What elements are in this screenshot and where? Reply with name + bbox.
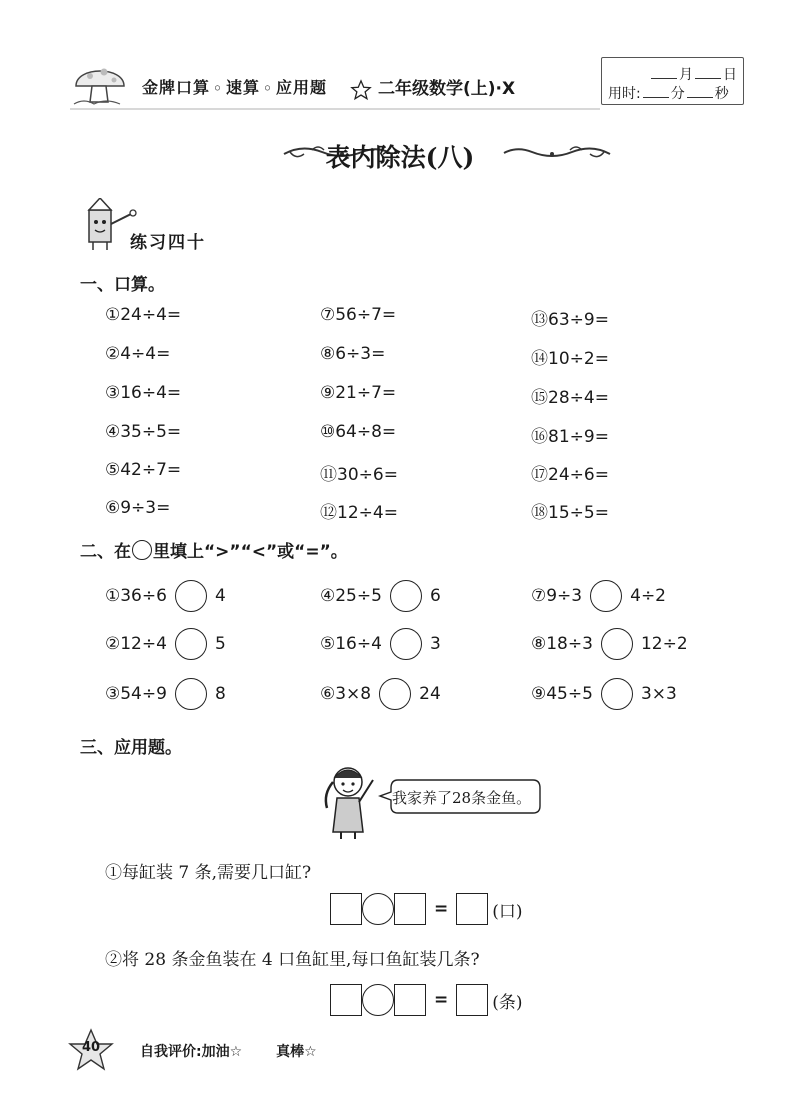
result-box[interactable] xyxy=(456,893,488,925)
oral-calc-item: ②4÷4= xyxy=(105,344,171,364)
compare-left: ⑥3×8 xyxy=(320,684,372,704)
compare-answer-circle[interactable] xyxy=(175,580,207,612)
oral-calc-item: ⑭10÷2= xyxy=(531,349,609,369)
compare-left: ⑧18÷3 xyxy=(531,634,593,654)
compare-right: 12÷2 xyxy=(640,634,688,654)
compare-right: 4 xyxy=(214,586,226,606)
compare-left: ⑨45÷5 xyxy=(531,684,593,704)
date-time-box xyxy=(601,57,744,105)
compare-answer-circle[interactable] xyxy=(601,678,633,710)
compare-right: 5 xyxy=(214,634,226,654)
compare-right: 3×3 xyxy=(640,684,677,704)
date-row xyxy=(649,64,737,84)
compare-item xyxy=(531,678,677,710)
series-title: 金牌口算 ◦ 速算 ◦ 应用题 xyxy=(142,78,327,97)
oral-calc-item: ⑪30÷6= xyxy=(320,465,398,485)
compare-answer-circle[interactable] xyxy=(601,628,633,660)
oral-calc-item: ⑦56÷7= xyxy=(320,305,397,325)
oral-calc-item: ①24÷4= xyxy=(105,305,182,325)
compare-left: ⑦9÷3 xyxy=(531,586,583,606)
compare-answer-circle[interactable] xyxy=(390,628,422,660)
compare-item xyxy=(320,580,441,612)
oral-calc-item: ⑫12÷4= xyxy=(320,503,398,523)
answer-box[interactable] xyxy=(394,984,426,1016)
right-ornament-icon xyxy=(492,140,612,166)
compare-answer-circle[interactable] xyxy=(590,580,622,612)
section3-heading: 三、应用题。 xyxy=(80,738,182,758)
compare-item xyxy=(105,678,226,710)
time-label: 用时: xyxy=(608,86,641,102)
header-divider xyxy=(70,108,600,110)
compare-left: ④25÷5 xyxy=(320,586,382,606)
compare-right: 3 xyxy=(429,634,441,654)
day-label: 日 xyxy=(723,67,737,83)
compare-item xyxy=(105,628,226,660)
compare-left: ③54÷9 xyxy=(105,684,167,704)
section2-heading-end: 里填上“>”“<”或“=”。 xyxy=(153,542,348,562)
speech-text: 我家养了28条金鱼。 xyxy=(392,789,532,807)
star-icon xyxy=(350,79,372,101)
equation-row-1 xyxy=(330,893,523,925)
oral-calc-item: ⑱15÷5= xyxy=(531,503,609,523)
oral-calc-item: ⑩64÷8= xyxy=(320,422,397,442)
unit-label: (条) xyxy=(492,992,523,1013)
mushroom-logo-icon xyxy=(72,58,128,108)
unit-label: (口) xyxy=(492,901,523,922)
compare-item xyxy=(105,580,226,612)
oral-calc-item: ③16÷4= xyxy=(105,383,182,403)
compare-right: 4÷2 xyxy=(630,586,667,606)
book-title: 二年级数学(上)·X xyxy=(378,79,516,99)
answer-box[interactable] xyxy=(394,893,426,925)
equation-row-2 xyxy=(330,984,523,1016)
practice-label: 练习四十 xyxy=(130,233,206,253)
compare-item xyxy=(531,580,666,612)
series-item-1: 金牌口算 xyxy=(142,78,211,97)
section2-heading xyxy=(80,537,348,562)
second-label: 秒 xyxy=(714,86,729,102)
section2-heading-start: 二、在 xyxy=(80,542,131,562)
oral-calc-item: ⑨21÷7= xyxy=(320,383,397,403)
oral-calc-item: ⑮28÷4= xyxy=(531,388,609,408)
oral-calc-item: ⑧6÷3= xyxy=(320,344,386,364)
page-number: 40 xyxy=(82,1040,101,1055)
result-box[interactable] xyxy=(456,984,488,1016)
compare-item xyxy=(320,628,441,660)
compare-left: ①36÷6 xyxy=(105,586,167,606)
self-eval-label: 自我评价:加油☆ xyxy=(140,1044,243,1060)
page-title: 表内除法(八) xyxy=(325,143,475,172)
compare-right: 24 xyxy=(419,684,441,704)
answer-box[interactable] xyxy=(330,893,362,925)
self-eval-great: 真棒☆ xyxy=(276,1044,317,1060)
operator-circle[interactable] xyxy=(362,984,394,1016)
compare-answer-circle[interactable] xyxy=(175,678,207,710)
equals-sign: = xyxy=(434,899,449,919)
question-2: ②将 28 条金鱼装在 4 口鱼缸里,每口鱼缸装几条? xyxy=(105,950,480,970)
girl-illustration-icon xyxy=(313,760,383,840)
compare-right: 6 xyxy=(429,586,441,606)
oral-calc-item: ⑯81÷9= xyxy=(531,427,609,447)
answer-box[interactable] xyxy=(330,984,362,1016)
question-1: ①每缸装 7 条,需要几口缸? xyxy=(105,863,312,883)
time-row xyxy=(608,83,729,103)
compare-left: ②12÷4 xyxy=(105,634,167,654)
oral-calc-item: ⑥9÷3= xyxy=(105,498,171,518)
oral-calc-item: ⑤42÷7= xyxy=(105,460,182,480)
compare-answer-circle[interactable] xyxy=(390,580,422,612)
compare-answer-circle[interactable] xyxy=(175,628,207,660)
circle-placeholder-icon xyxy=(132,540,152,560)
compare-item xyxy=(320,678,441,710)
series-item-3: 应用题 xyxy=(275,78,327,97)
compare-right: 8 xyxy=(214,684,226,704)
minute-label: 分 xyxy=(670,86,685,102)
oral-calc-item: ⑬63÷9= xyxy=(531,310,609,330)
self-evaluation xyxy=(140,1041,317,1061)
oral-calc-item: ④35÷5= xyxy=(105,422,182,442)
compare-item xyxy=(531,628,688,660)
oral-calc-item: ⑰24÷6= xyxy=(531,465,609,485)
compare-answer-circle[interactable] xyxy=(379,678,411,710)
month-label: 月 xyxy=(679,67,693,83)
series-item-2: 速算 xyxy=(225,78,260,97)
operator-circle[interactable] xyxy=(362,893,394,925)
equals-sign: = xyxy=(434,990,449,1010)
compare-left: ⑤16÷4 xyxy=(320,634,382,654)
section1-heading: 一、口算。 xyxy=(80,275,165,295)
